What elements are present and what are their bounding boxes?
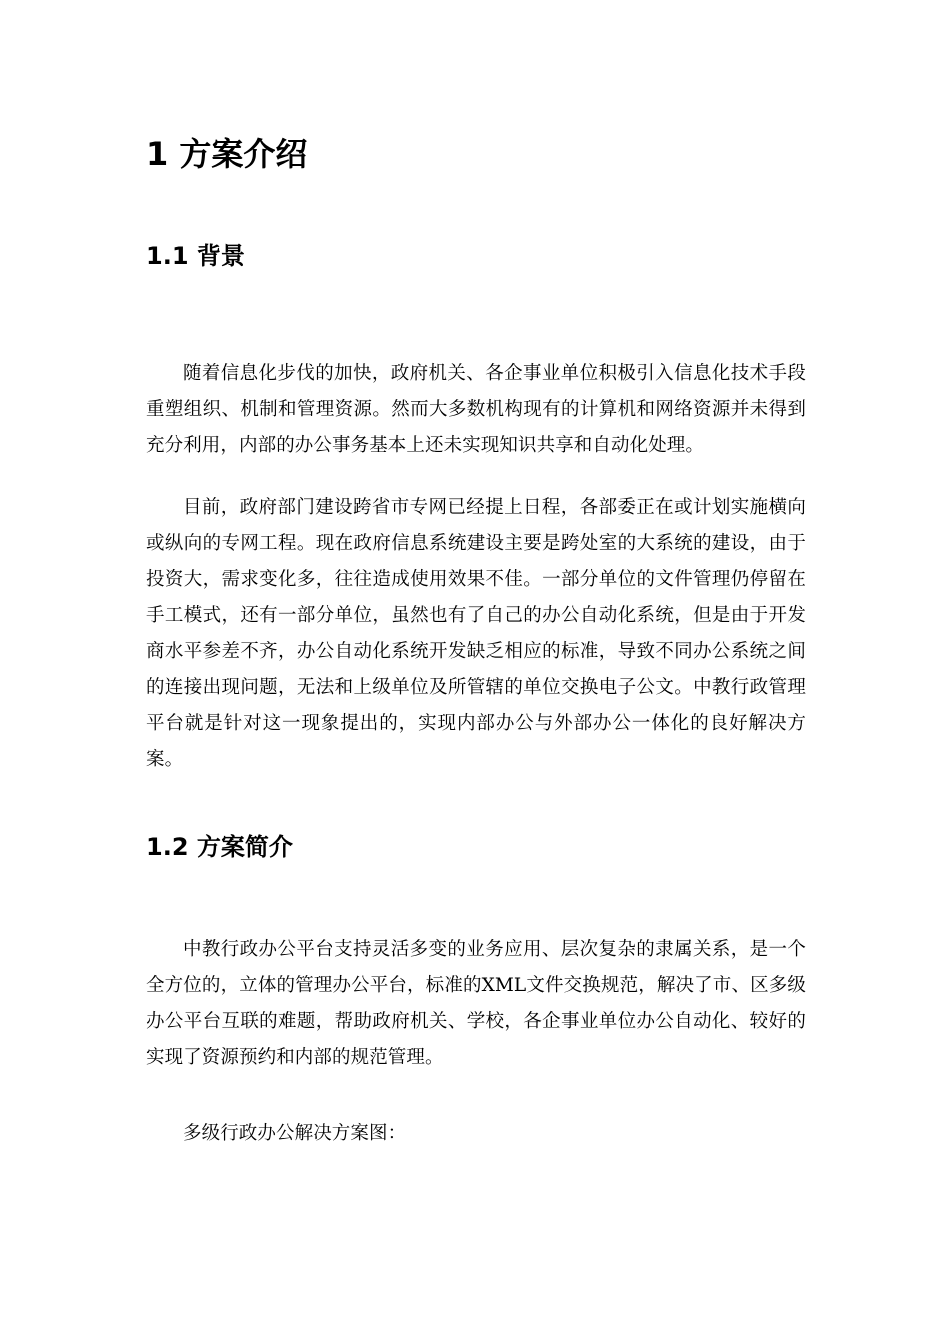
paragraph: 目前，政府部门建设跨省市专网已经提上日程，各部委正在或计划实施横向或纵向的专网工程。现在政府信息系统建设主要是跨处室的大系统的建设，由于投资大，需求变化多，往往造成使用效果不佳。一部分单位的文件管理仍停留在手工模式，还有一部分单位，虽然也有了自己的办公自动化系统，但是由于开发商水平参差不齐，办公自动化系统开发缺乏相应的标准，导致不同办公系统之间的连接出现问题，无法和上级单位及所管辖的单位交换电子公文。中教行政管理平台就是针对这一现象提出的，实现内部办公与外部办公一体化的良好解决方案。 bbox=[146, 496, 806, 770]
paragraph: 随着信息化步伐的加快，政府机关、各企事业单位积极引入信息化技术手段重塑组织、机制和管理资源。然而大多数机构现有的计算机和网络资源并未得到充分利用，内部的办公事务基本上还未实现知识共享和自动化处理。 bbox=[146, 362, 806, 456]
chapter-title: 1 方案介绍 bbox=[146, 135, 308, 173]
paragraph: 中教行政办公平台支持灵活多变的业务应用、层次复杂的隶属关系，是一个全方位的，立体的管理办公平台，标准的XML文件交换规范，解决了市、区多级办公平台互联的难题，帮助政府机关、学校，各企事业单位办公自动化、较好的实现了资源预约和内部的规范管理。 bbox=[146, 938, 806, 1068]
section-heading-overview: 1.2 方案简介 bbox=[146, 833, 293, 861]
section-heading-background: 1.1 背景 bbox=[146, 242, 245, 270]
figure-caption-intro: 多级行政办公解决方案图： bbox=[183, 1122, 407, 1144]
